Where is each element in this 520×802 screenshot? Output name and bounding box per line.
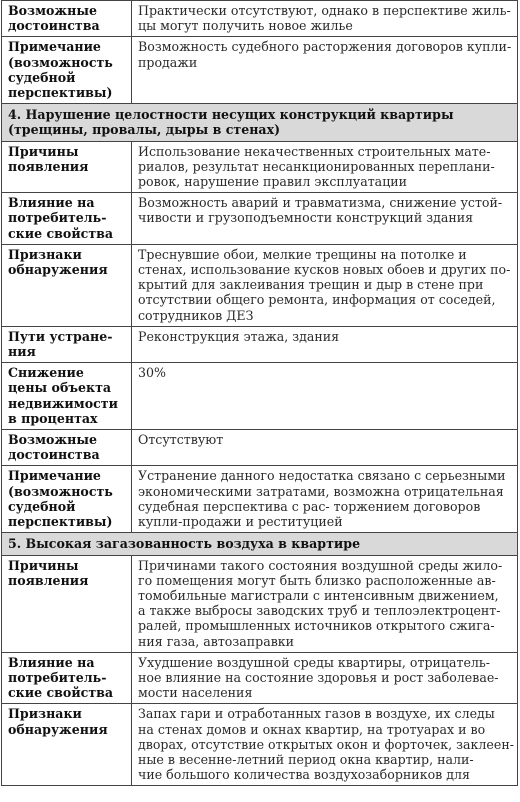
row-value-line: ния газа, автозаправки bbox=[138, 633, 295, 649]
row-label bbox=[2, 466, 132, 533]
row-value-line: Практически отсутствуют, однако в перспективе жиль- bbox=[138, 3, 511, 18]
row-value-line: го помещения могут быть близко расположенные ав- bbox=[138, 572, 496, 588]
row-value-line: Запах гари и отработанных газов в воздухе, их следы bbox=[138, 706, 495, 722]
row-value-line: Возможность судебного расторжения договоров купли- bbox=[138, 39, 512, 55]
row-value bbox=[132, 141, 518, 193]
row-value-line: сотрудников ДЕЗ bbox=[138, 307, 254, 323]
row-label-line: (возможность bbox=[8, 54, 113, 70]
row-label bbox=[2, 555, 132, 652]
section-title-line: 5. Высокая загазованность воздуха в квартире bbox=[8, 536, 361, 552]
table-row bbox=[2, 430, 518, 466]
row-value-line: томобильные магистрали с интенсивным движением, bbox=[138, 587, 499, 603]
section-title-line: (трещины, провалы, дыры в стенах) bbox=[8, 122, 281, 138]
row-label-line: появления bbox=[8, 572, 89, 588]
table-row bbox=[2, 244, 518, 326]
row-value-line: Треснувшие обои, мелкие трещины на потолке и bbox=[138, 246, 467, 262]
row-label bbox=[2, 326, 132, 362]
row-label-line: судебной bbox=[8, 69, 76, 85]
row-label-line: цены объекта bbox=[8, 380, 112, 396]
row-value-line: Использование некачественных строительных мате- bbox=[138, 143, 491, 159]
row-value-line: а также выбросы заводских труб и теплоэлектроцент- bbox=[138, 603, 501, 619]
row-value-line: чие большого количества воздухозаборников для bbox=[138, 767, 470, 783]
table-row bbox=[2, 555, 518, 652]
row-value-line: на стенах домов и окнах квартир, на тротуарах и во bbox=[138, 721, 486, 737]
table-row bbox=[2, 704, 518, 786]
row-value-line: мости населения bbox=[138, 685, 253, 701]
row-label-line: в процентах bbox=[8, 410, 98, 426]
table-row bbox=[2, 37, 518, 104]
row-value-line: Ухудшение воздушной среды квартиры, отрицатель- bbox=[138, 654, 491, 670]
row-label bbox=[2, 363, 132, 430]
row-value bbox=[132, 652, 518, 704]
row-value-line: продажи bbox=[138, 54, 198, 70]
row-label-line: Пути устране- bbox=[8, 328, 113, 344]
row-value-line: крытий для заклеивания трещин и дыр в стене при bbox=[138, 277, 484, 293]
row-value-line: Отсутствуют bbox=[138, 432, 224, 448]
row-label-line: Примечание bbox=[8, 39, 101, 55]
row-label-line: Примечание bbox=[8, 468, 101, 484]
row-label-line: Влияние на bbox=[8, 195, 95, 211]
row-value-line: чивости и грузоподъемности конструкций здания bbox=[138, 210, 474, 226]
row-value-line: Устранение данного недостатка связано с серьезными bbox=[138, 468, 506, 484]
defects-table-body bbox=[2, 1, 518, 786]
row-value-line: Реконструкция этажа, здания bbox=[138, 328, 340, 344]
table-row bbox=[2, 652, 518, 704]
row-label-line: ские свойства bbox=[8, 225, 114, 241]
row-value-line: ные в весенне-летний период окна квартир, нали- bbox=[138, 751, 474, 767]
row-value-line: купли-продажи и реституцией bbox=[138, 514, 343, 530]
row-label-line: ния bbox=[8, 344, 36, 360]
row-label bbox=[2, 652, 132, 704]
section-header-row bbox=[2, 104, 518, 141]
row-label-line: Возможные bbox=[8, 432, 97, 448]
row-label-line: недвижимости bbox=[8, 395, 118, 411]
row-label-line: ские свойства bbox=[8, 685, 114, 701]
table-row bbox=[2, 141, 518, 193]
row-value-line: дворах, отсутствие открытых окон и форточек, заклеен- bbox=[138, 736, 514, 752]
row-value bbox=[132, 193, 518, 245]
row-label-line: обнаружения bbox=[8, 721, 108, 737]
row-label-line: Причины bbox=[8, 143, 79, 159]
row-label-line: Признаки bbox=[8, 706, 82, 722]
row-label-line: Возможные bbox=[8, 3, 97, 18]
table-row bbox=[2, 1, 518, 37]
table-row bbox=[2, 466, 518, 533]
row-value-line: Возможность аварий и травматизма, снижение устой- bbox=[138, 195, 503, 211]
row-value-line: ровок, нарушение правил эксплуатации bbox=[138, 174, 408, 190]
row-label-line: перспективы) bbox=[8, 514, 113, 530]
row-value bbox=[132, 430, 518, 466]
row-value-line: 30% bbox=[138, 365, 166, 381]
row-label-line: судебной bbox=[8, 498, 76, 514]
row-label-line: потребитель- bbox=[8, 669, 107, 685]
row-label bbox=[2, 37, 132, 104]
row-value-line: стенах, использование кусков новых обоев и других по- bbox=[138, 262, 511, 278]
row-label-line: Влияние на bbox=[8, 654, 95, 670]
row-label-line: перспективы) bbox=[8, 85, 113, 101]
row-value bbox=[132, 37, 518, 104]
row-label bbox=[2, 193, 132, 245]
row-value bbox=[132, 704, 518, 786]
section-header-row bbox=[2, 533, 518, 555]
row-label-line: Причины bbox=[8, 557, 79, 573]
defects-table bbox=[1, 0, 518, 786]
row-label bbox=[2, 141, 132, 193]
table-row bbox=[2, 363, 518, 430]
row-value bbox=[132, 244, 518, 326]
row-value bbox=[132, 326, 518, 362]
row-value-line: риалов, результат несанкционированных переплани- bbox=[138, 158, 495, 174]
row-label bbox=[2, 244, 132, 326]
row-value-line: ралей, промышленных источников открытого сжига- bbox=[138, 618, 495, 634]
row-label-line: Снижение bbox=[8, 365, 84, 381]
row-value-line: Причинами такого состояния воздушной среды жило- bbox=[138, 557, 503, 573]
row-value-line: судебная перспектива с рас- торжением договоров bbox=[138, 498, 481, 514]
row-label bbox=[2, 430, 132, 466]
row-label-line: Признаки bbox=[8, 246, 82, 262]
row-value bbox=[132, 555, 518, 652]
row-label-line: достоинства bbox=[8, 18, 100, 34]
row-label bbox=[2, 1, 132, 37]
section-title bbox=[2, 533, 518, 555]
row-label-line: (возможность bbox=[8, 483, 113, 499]
row-value-line: ное влияние на состояние здоровья и рост заболевае- bbox=[138, 669, 499, 685]
table-row bbox=[2, 326, 518, 362]
row-value bbox=[132, 1, 518, 37]
row-value bbox=[132, 363, 518, 430]
row-value-line: экономическими затратами, возможна отрицательная bbox=[138, 483, 504, 499]
row-label-line: достоинства bbox=[8, 447, 100, 463]
row-label-line: потребитель- bbox=[8, 210, 107, 226]
row-value bbox=[132, 466, 518, 533]
row-value-line: цы могут получить новое жилье bbox=[138, 18, 353, 34]
row-value-line: отсутствии общего ремонта, информация от соседей, bbox=[138, 292, 496, 308]
table-row bbox=[2, 193, 518, 245]
document-page bbox=[1, 0, 518, 786]
row-label bbox=[2, 704, 132, 786]
row-label-line: обнаружения bbox=[8, 262, 108, 278]
section-title bbox=[2, 104, 518, 141]
section-title-line: 4. Нарушение целостности несущих конструкций квартиры bbox=[8, 107, 454, 123]
row-label-line: появления bbox=[8, 158, 89, 174]
